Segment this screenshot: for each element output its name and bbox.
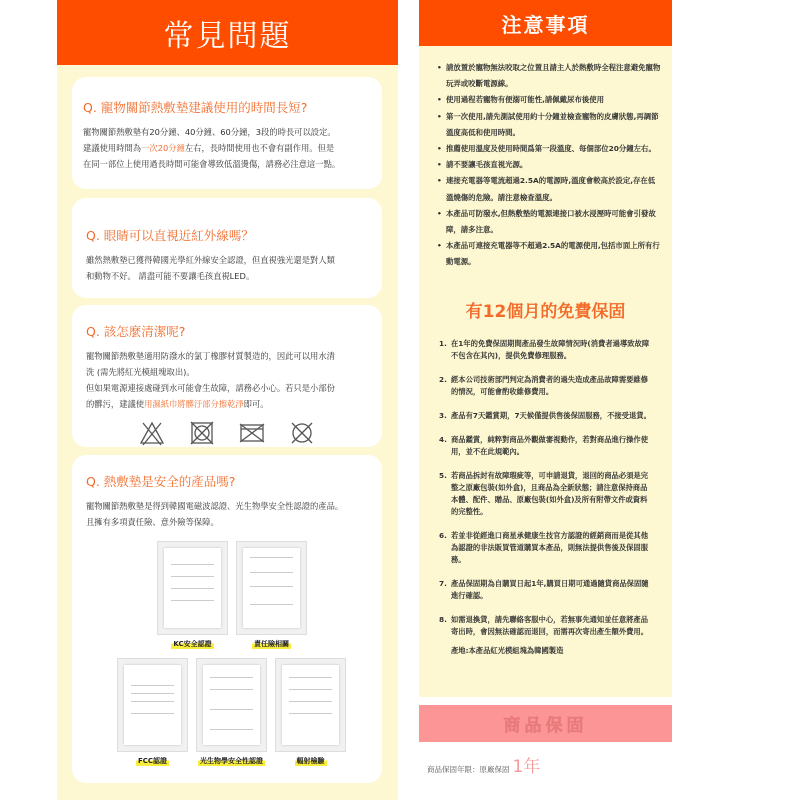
faq-answer: 寵物關節熱敷墊適用防潑水的氯丁橡膠材質製造的，因此可以用水清 洗 (需先將紅光模組塊取出)。 但如果電源連接處碰到水可能會生故障，請務必小心。若只是小部份 的髒污，建議使用濕紙巾將髒汙部分擦乾淨即可。 (86, 351, 335, 409)
warranty-title: 有12個月的免費保固 (465, 301, 626, 322)
highlight-text: 用濕紙巾將髒汙部分擦乾淨 (144, 399, 244, 409)
warranty-item: 8. 如需退換貨，請先聯絡客服中心，若無事先通知並任意將產品寄出時，會因無法確認而退回，而需再次寄出產生額外費用。 (439, 614, 649, 636)
certificate-photobiological (196, 658, 267, 766)
certificate-fcc (117, 658, 188, 766)
notice-item: • 推薦使用溫度及使用時間爲第一段溫度、每個部位20分鐘左右。 (437, 141, 662, 157)
faq-question: Q. 眼睛可以直視近紅外線嗎？ (86, 228, 254, 243)
certificate-image (196, 658, 267, 752)
certificate-image (117, 658, 188, 752)
guarantee-period-value: 1年 (512, 757, 541, 777)
faq-panel (57, 0, 398, 800)
notice-title: 注意事項 (419, 0, 672, 46)
certificates-row-1 (157, 541, 307, 649)
notice-item: • 本產品可連接充電器等不超過2.5A的電源使用,包括市面上所有行動電源。 (437, 238, 662, 270)
warranty-item: 5. 若商品拆封有故障瑕疵等，可申請退貨，退回的商品必須是完整之原廠包裝(如外盒)，且商品為全新狀態；請注意保持商品本體、配件、贈品、原廠包裝(如外盒)及所有附帶文件或資料的完整性。 (439, 470, 649, 516)
guarantee-period-label: 商品保固年限：原廠保固 (427, 765, 510, 774)
certificate-label: FCC認證 (137, 757, 168, 765)
notice-item: • 請不要讓毛孩直視光源。 (437, 157, 662, 173)
faq-question: Q. 熱敷墊是安全的產品嗎? (86, 474, 236, 489)
faq-title: 常見問題 (57, 0, 398, 65)
no-ironing-press-icon (238, 420, 266, 446)
no-dry-clean-icon (288, 420, 316, 446)
certificate-kc (157, 541, 228, 649)
faq-card-usage-time (72, 77, 382, 189)
guarantee-period (427, 752, 540, 777)
certificate-image (157, 541, 228, 635)
certificate-label: 光生物學安全性認證 (200, 757, 263, 765)
faq-answer: 寵物關節熱敷墊有20分鐘、40分鐘、60分鐘，3段的時長可以設定。 建議使用時間為一次20分鐘左右，長時間使用也不會有副作用。但是 在同一部位上使用過長時間可能會導致低溫燙傷，請務必注意這一點。 (83, 127, 341, 169)
certificates-row-2 (117, 658, 346, 766)
notice-item: • 使用過程若寵物有便溺可能性,請佩戴尿布後使用 (437, 92, 662, 108)
certificate-liability (236, 541, 307, 649)
notice-item: • 本產品可防潑水,但熱敷墊的電源連接口被水浸溼時可能會引發故障，請多注意。 (437, 206, 662, 238)
certificate-label: 責任險相關 (254, 640, 289, 648)
warranty-item: 4. 商品鑑賞，純粹對商品外觀做審視動作，若對商品進行操作使用，並不在此規範內。 (439, 434, 649, 456)
highlight-text: 一次20分鐘 (141, 143, 185, 153)
faq-answer: 雖然熱敷墊已獲得韓國光學紅外線安全認證，但直視強光還是對人類 和動物不好。 請盡可能不要讓毛孩直視LED。 (86, 255, 335, 281)
warranty-item: 1. 在1年的免費保固期間產品發生故障情況時(消費者過導致故障不包含在其內)，提供免費修理服務。 (439, 338, 650, 360)
notice-list (419, 46, 672, 271)
certificate-label: KC安全認證 (173, 640, 212, 648)
certificate-label: 輻射檢驗 (296, 757, 325, 765)
faq-card-cleaning (72, 305, 382, 447)
certificate-radiation (275, 658, 346, 766)
warranty-item: 7. 產品保固期為自購買日起1年,購買日期可通過隨貨商品保固隨進行確認。 (439, 578, 649, 600)
notice-panel (419, 0, 672, 697)
notice-item: • 第一次使用,請先測試使用約十分鐘並檢查寵物的皮膚狀態,再調節溫度高低和使用時間。 (437, 109, 662, 141)
faq-card-infrared (72, 198, 382, 298)
no-bleach-icon (138, 420, 166, 446)
care-icons (86, 420, 368, 446)
notice-item: • 連接充電器等電流超過2.5A的電源時,溫度會較高於設定,存在低溫燒傷的危險。請注意檢查溫度。 (437, 173, 662, 205)
warranty-item: 2. 經本公司技術部門判定為消費者的過失造成產品故障需要維修的情況，可能會酌收維修費用。 (439, 374, 649, 396)
certificate-image (236, 541, 307, 635)
faq-question: Q. 該怎麼清潔呢? (86, 324, 186, 339)
certificate-image (275, 658, 346, 752)
no-tumble-dry-icon (188, 420, 216, 446)
warranty-list (419, 322, 672, 638)
guarantee-banner-title: 商品保固 (503, 716, 588, 736)
faq-question: Q. 寵物關節熱敷墊建議使用的時間長短? (83, 100, 308, 115)
notice-item: • 請放置於寵物無法咬取之位置且請主人於熱敷時全程注意避免寵物玩弄或咬斷電源線。 (437, 60, 662, 92)
faq-answer: 寵物關節熱敷墊是得到韓國電磁波認證、光生物學安全性認證的產品。 且擁有多項責任險、意外險等保障。 (86, 501, 344, 527)
product-origin: 產地:本產品紅光模組塊為韓國製造 (451, 645, 564, 655)
faq-card-safety (72, 455, 382, 783)
warranty-item: 3. 產品有7天鑑賞期，7天候僅提供售後保固服務，不接受退貨。 (439, 410, 651, 420)
guarantee-banner (419, 705, 672, 742)
warranty-item: 6. 若並非從經進口商星承健康生技官方認證的經銷商而是從其他為認證的非法販買管道購買本產品，則無法提供售後及保固服務。 (439, 530, 649, 564)
